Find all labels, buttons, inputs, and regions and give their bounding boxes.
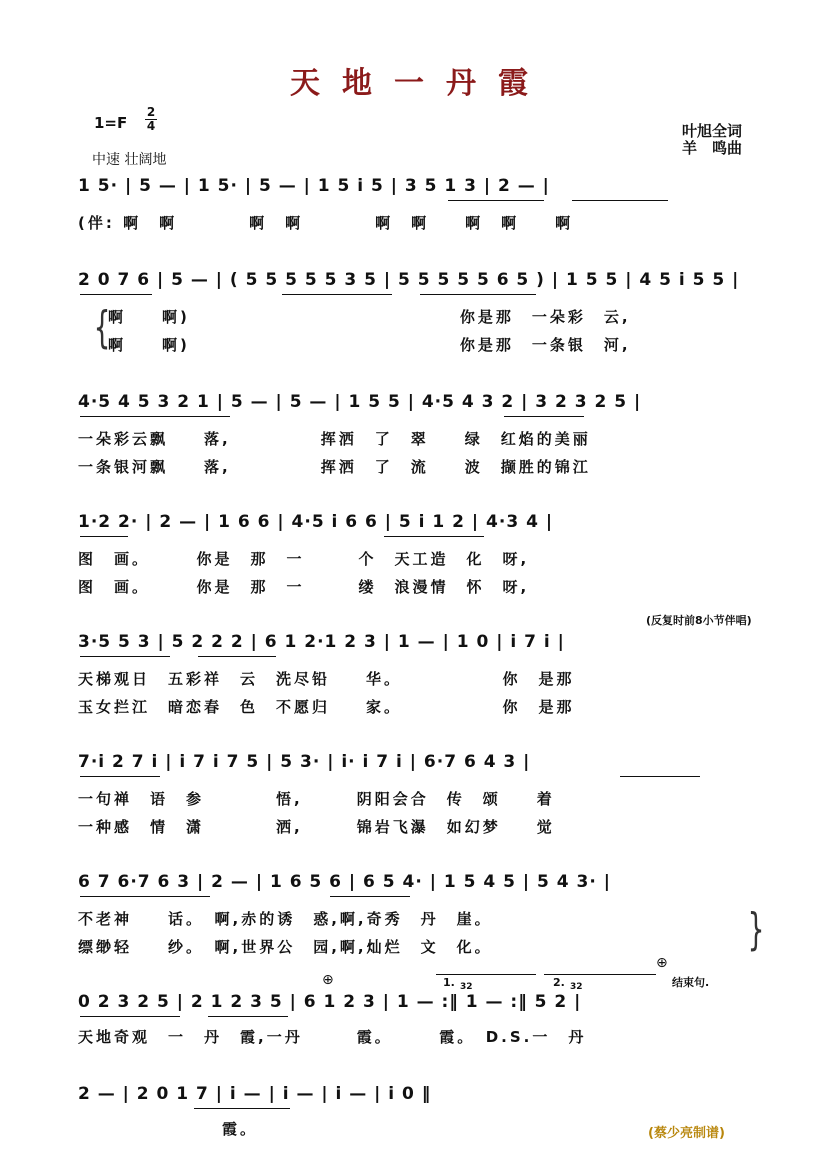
underline-beam	[282, 294, 392, 295]
notation-line-8: 0 2 3 2 5 | 2 1 2 3 5 | 6 1 2 3 | 1 — :‖ 1 — :‖ 5 2 |	[78, 992, 582, 1012]
page-title: 天地一丹霞	[290, 66, 550, 101]
volta-bracket	[436, 974, 536, 975]
composer-credit: 羊 鸣曲	[682, 139, 743, 157]
underline-beam	[448, 200, 544, 201]
lyric-line-3-verse-1: 一朵彩云飘 落, 挥洒 了 翠 绿 红焰的美丽	[78, 430, 591, 448]
lyric-line-5-verse-2: 玉女拦江 暗恋春 色 不愿归 家。 你 是那	[78, 698, 575, 716]
underline-beam	[80, 656, 170, 657]
notation-line-3: 4·5 4 5 3 2 1 | 5 — | 5 — | 1 5 5 | 4·5 4 3 2 | 3 2 3 2 5 |	[78, 392, 642, 412]
coda-sign-ending: ⊕	[656, 955, 668, 971]
notation-line-6: 7·i 2 7 i | i 7 i 7 5 | 5 3· | i· i 7 i | 6·7 6 4 3 |	[78, 752, 531, 772]
time-signature-bottom: 4	[146, 119, 156, 133]
key-signature: 1=F	[94, 114, 128, 132]
lyric-line-3-verse-2: 一条银河飘 落, 挥洒 了 流 波 撷胜的锦江	[78, 458, 591, 476]
volta-2-label: 2.	[553, 976, 565, 989]
notation-line-5: 3·5 5 3 | 5 2 2 2 | 6 1 2·1 2 3 | 1 — | 1 0 | i 7 i |	[78, 632, 565, 652]
lyricist-credit: 叶旭全词	[682, 122, 743, 140]
underline-beam	[620, 776, 700, 777]
underline-beam	[80, 896, 210, 897]
underline-beam	[80, 416, 230, 417]
underline-beam	[198, 656, 276, 657]
repeat-instruction: (反复时前8小节伴唱)	[646, 614, 752, 627]
lyric-line-6-verse-1: 一句禅 语 参 悟, 阴阳会合 传 颂 着	[78, 790, 555, 808]
lyric-line-4-verse-1: 图 画。 你是 那 一 个 天工造 化 呀,	[78, 550, 530, 568]
transcriber-credit: (蔡少亮制谱)	[648, 1126, 725, 1141]
lyric-line-8: 天地奇观 一 丹 霞,一丹 霞。 霞。 D.S.一 丹	[78, 1028, 587, 1046]
volta-1-label: 1.	[443, 976, 455, 989]
underline-beam	[384, 536, 484, 537]
underline-beam	[80, 1016, 180, 1017]
notation-line-2: 2 0 7 6 | 5 — | ( 5 5 5 5 5 3 5 | 5 5 5 5 5 6 5 ) | 1 5 5 | 4 5 i 5 5 |	[78, 270, 740, 290]
grace-notes-2: 32	[570, 982, 583, 992]
underline-beam	[80, 776, 160, 777]
underline-beam	[572, 200, 668, 201]
lyric-line-4-verse-2: 图 画。 你是 那 一 缕 浪漫情 怀 呀,	[78, 578, 530, 596]
time-signature-top: 2	[146, 105, 156, 119]
lyric-line-2-verse-1: 啊 啊) 你是那 一朵彩 云,	[108, 308, 631, 326]
verse-brace: }	[747, 904, 765, 955]
notation-line-4: 1·2 2· | 2 — | 1 6 6 | 4·5 i 6 6 | 5 i 1 2 | 4·3 4 |	[78, 512, 554, 532]
notation-line-7: 6 7 6·7 6 3 | 2 — | 1 6 5 6 | 6 5 4· | 1 5 4 5 | 5 4 3· |	[78, 872, 611, 892]
lyric-line-2-verse-2: 啊 啊) 你是那 一条银 河,	[108, 336, 631, 354]
lyric-line-7-verse-2: 缥缈轻 纱。 啊,世界公 园,啊,灿烂 文 化。	[78, 938, 493, 956]
lyric-line-9: 霞。	[78, 1120, 259, 1138]
tempo-marking: 中速 壮阔地	[92, 152, 167, 168]
underline-beam	[80, 294, 152, 295]
lyric-line-5-verse-1: 天梯观日 五彩祥 云 洗尽铅 华。 你 是那	[78, 670, 575, 688]
volta-bracket	[544, 974, 656, 975]
time-signature	[145, 106, 157, 133]
underline-beam	[330, 896, 410, 897]
ending-label: 结束句.	[672, 976, 710, 989]
lyric-line-1-verse-1: (伴: 啊 啊 啊 啊 啊 啊 啊 啊 啊	[78, 214, 574, 232]
verse-brace: {	[93, 302, 111, 353]
lyric-line-7-verse-1: 不老神 话。 啊,赤的诱 惑,啊,奇秀 丹 崖。	[78, 910, 493, 928]
underline-beam	[504, 416, 584, 417]
notation-line-1: 1 5· | 5 — | 1 5· | 5 — | 1 5 i 5 | 3 5 1 3 | 2 — |	[78, 176, 550, 196]
lyric-line-6-verse-2: 一种感 情 潇 洒, 锦岩飞瀑 如幻梦 觉	[78, 818, 555, 836]
underline-beam	[194, 1108, 290, 1109]
underline-beam	[80, 536, 128, 537]
coda-sign: ⊕	[322, 972, 334, 988]
notation-line-9: 2 — | 2 0 1 7 | i — | i — | i — | i 0 ‖	[78, 1084, 432, 1104]
underline-beam	[420, 294, 536, 295]
grace-notes-1: 32	[460, 982, 473, 992]
underline-beam	[208, 1016, 288, 1017]
